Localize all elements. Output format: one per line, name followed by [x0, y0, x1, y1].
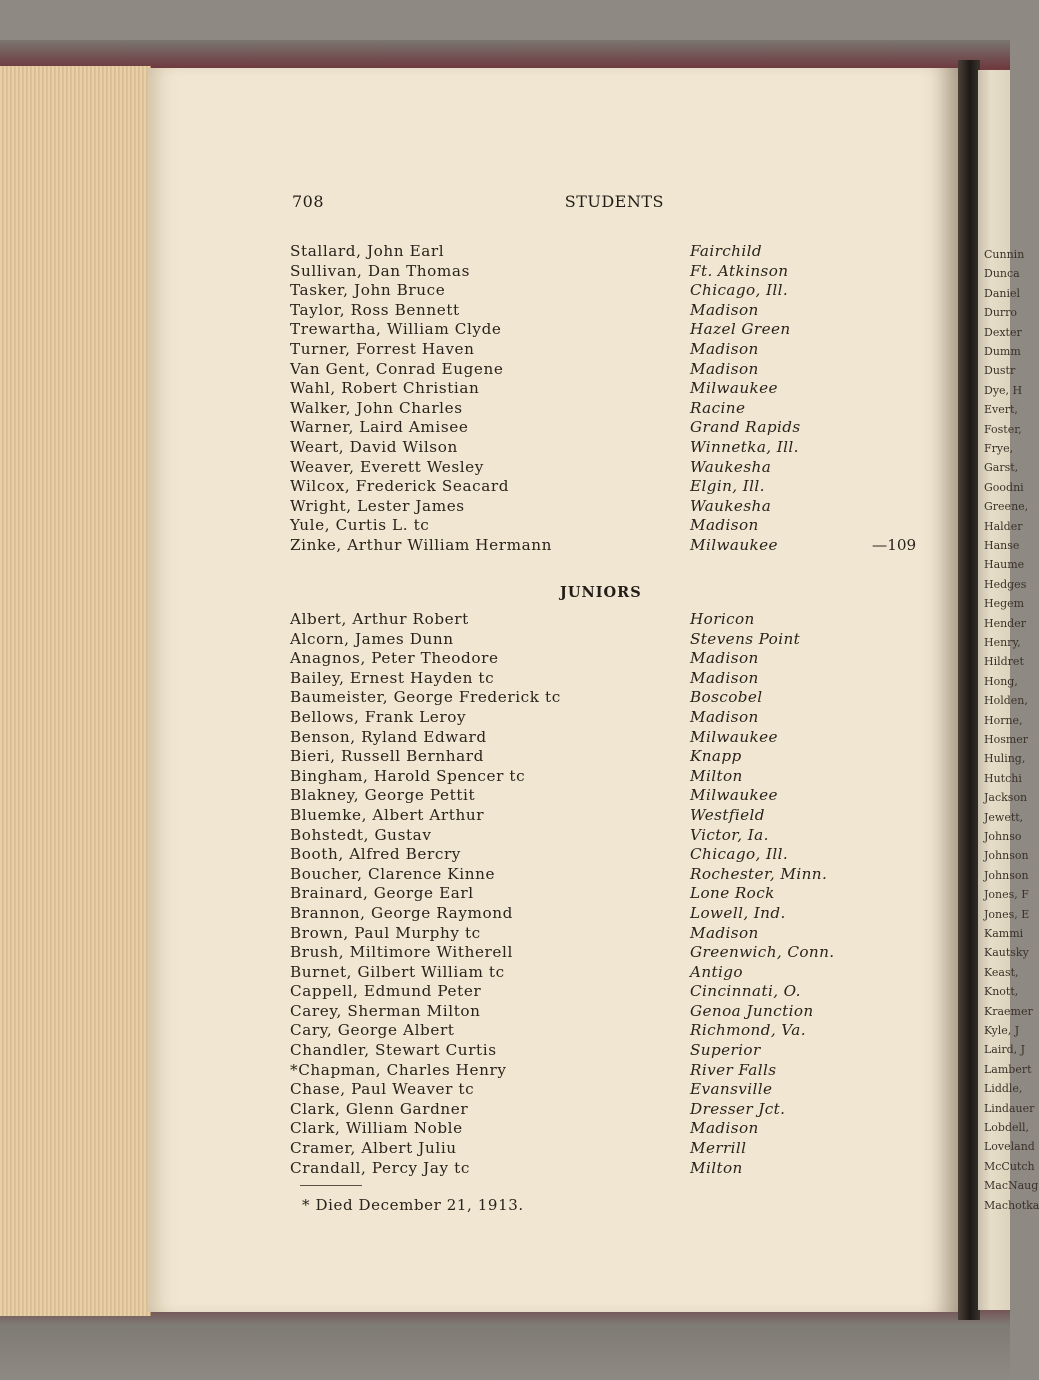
- list-item: [290, 688, 930, 708]
- book-cover-bottom: [0, 1300, 1010, 1380]
- facing-page-fragment: Dexter: [984, 325, 1022, 339]
- student-name: Anagnos, Peter Theodore: [290, 649, 499, 668]
- student-hometown: Victor, Ia.: [690, 825, 769, 844]
- student-hometown: Chicago, Ill.: [690, 281, 789, 300]
- student-name: Wright, Lester James: [290, 496, 465, 515]
- student-hometown: Chicago, Ill.: [690, 845, 789, 864]
- facing-page-fragment: Hildret: [984, 655, 1024, 669]
- student-name: Brainard, George Earl: [290, 884, 474, 903]
- student-name: Weart, David Wilson: [290, 437, 458, 456]
- list-item: [290, 904, 930, 924]
- student-name: Benson, Ryland Edward: [290, 727, 487, 746]
- facing-page-fragment: Durro: [984, 306, 1018, 320]
- list-item: [290, 963, 930, 983]
- student-name: Chandler, Stewart Curtis: [290, 1041, 497, 1060]
- facing-page-fragment: Holden,: [984, 694, 1028, 708]
- student-hometown: Waukesha: [690, 496, 772, 515]
- student-name: Boucher, Clarence Kinne: [290, 864, 496, 883]
- student-name: Crandall, Percy Jay tc: [290, 1158, 470, 1177]
- list-item: [290, 262, 930, 282]
- student-name: Bieri, Russell Bernhard: [290, 747, 484, 766]
- student-list: [290, 242, 930, 556]
- footnote-rule: [300, 1185, 362, 1186]
- list-item: [290, 786, 930, 806]
- list-item: [290, 1119, 930, 1139]
- student-hometown: Milwaukee: [690, 379, 778, 398]
- student-hometown: Madison: [690, 516, 759, 535]
- facing-page-fragment: Jewett,: [984, 810, 1024, 824]
- student-name: Wilcox, Frederick Seacard: [290, 477, 510, 496]
- facing-page-fragment: Jones, F: [984, 888, 1029, 902]
- student-name: Taylor, Ross Bennett: [290, 300, 460, 319]
- student-hometown: Fairchild: [690, 242, 763, 260]
- student-name: Brown, Paul Murphy tc: [290, 923, 481, 942]
- student-name: Baumeister, George Frederick tc: [290, 688, 561, 707]
- student-hometown: Waukesha: [690, 457, 772, 476]
- student-hometown: Madison: [690, 359, 759, 378]
- student-name: Sullivan, Dan Thomas: [290, 261, 470, 280]
- facing-page-fragment: Liddle,: [984, 1082, 1023, 1096]
- facing-page-fragment: Lindauer: [984, 1101, 1035, 1115]
- student-name: Wahl, Robert Christian: [290, 379, 480, 398]
- facing-page-fragment: Daniel: [984, 286, 1021, 300]
- list-item: [290, 418, 930, 438]
- list-item: [290, 1159, 930, 1179]
- list-item: [290, 458, 930, 478]
- student-hometown: Grand Rapids: [690, 418, 801, 437]
- student-hometown: Horicon: [690, 610, 755, 628]
- student-hometown: Milton: [690, 766, 743, 785]
- list-item: [290, 477, 930, 497]
- student-hometown: Madison: [690, 300, 759, 319]
- student-hometown: Madison: [690, 339, 759, 358]
- student-hometown: Milwaukee: [690, 786, 778, 805]
- list-item: [290, 360, 930, 380]
- facing-page-fragment: McCutch: [984, 1159, 1035, 1173]
- student-hometown: Ft. Atkinson: [690, 261, 789, 280]
- student-hometown: Greenwich, Conn.: [690, 943, 835, 962]
- facing-page-fragment: Johnson: [984, 868, 1029, 882]
- student-hometown: Evansville: [690, 1080, 773, 1099]
- section-heading-juniors: JUNIORS: [560, 584, 642, 601]
- student-name: Brannon, George Raymond: [290, 903, 513, 922]
- list-item: [290, 669, 930, 689]
- list-item: [290, 1061, 930, 1081]
- student-hometown: Lowell, Ind.: [690, 903, 786, 922]
- facing-page-fragment: Lobdell,: [984, 1121, 1030, 1134]
- student-name: Chase, Paul Weaver tc: [290, 1080, 475, 1099]
- list-item: [290, 806, 930, 826]
- student-hometown: Antigo: [690, 962, 743, 981]
- facing-page-fragment: Hender: [984, 616, 1026, 630]
- list-item: [290, 630, 930, 650]
- student-hometown: River Falls: [690, 1060, 777, 1079]
- student-hometown: Madison: [690, 1119, 759, 1138]
- student-name: Burnet, Gilbert William tc: [290, 962, 505, 981]
- student-hometown: Westfield: [690, 805, 765, 824]
- footnote: * Died December 21, 1913.: [302, 1196, 524, 1214]
- facing-page-fragment: Kyle, J: [984, 1024, 1020, 1037]
- facing-page-fragment: Evert,: [984, 403, 1018, 417]
- facing-page-fragment: Lambert: [984, 1062, 1032, 1076]
- student-name: Bluemke, Albert Arthur: [290, 805, 485, 824]
- student-hometown: Madison: [690, 649, 759, 668]
- student-name: Cramer, Albert Juliu: [290, 1139, 457, 1158]
- student-hometown: Elgin, Ill.: [690, 477, 765, 496]
- list-item: [290, 982, 930, 1002]
- list-item: [290, 1021, 930, 1041]
- page-number: 708: [292, 192, 325, 211]
- list-item: [290, 1080, 930, 1100]
- list-item: [290, 767, 930, 787]
- list-item: [290, 649, 930, 669]
- facing-page-fragment: Hanse: [984, 539, 1020, 552]
- list-item: [290, 747, 930, 767]
- student-name: Bellows, Frank Leroy: [290, 707, 467, 726]
- student-hometown: Stevens Point: [690, 629, 801, 648]
- facing-page-fragment: Machotka: [984, 1198, 1039, 1212]
- student-hometown: Madison: [690, 923, 759, 942]
- student-hometown: Racine: [690, 398, 746, 417]
- student-name: Blakney, George Pettit: [290, 786, 476, 805]
- student-name: Walker, John Charles: [290, 398, 463, 417]
- facing-page-fragment: Johnson: [984, 849, 1029, 863]
- student-name: Van Gent, Conrad Eugene: [290, 359, 504, 378]
- facing-page-fragment: Jones, E: [984, 907, 1030, 921]
- list-item: [290, 281, 930, 301]
- facing-page-fragment: Knott,: [984, 985, 1019, 999]
- student-hometown: Hazel Green: [690, 320, 791, 339]
- student-hometown: Madison: [690, 668, 759, 687]
- list-item: [290, 320, 930, 340]
- student-hometown: Richmond, Va.: [690, 1021, 806, 1040]
- student-name: Cappell, Edmund Peter: [290, 982, 482, 1001]
- facing-page-fragment: Frye,: [984, 442, 1014, 455]
- list-item: [290, 438, 930, 458]
- facing-page-fragment: MacNaug: [984, 1179, 1039, 1193]
- list-item: [290, 1100, 930, 1120]
- student-name: Yule, Curtis L. tc: [290, 516, 430, 535]
- list-item: [290, 845, 930, 865]
- list-item: [290, 340, 930, 360]
- list-item: [290, 1002, 930, 1022]
- facing-page-fragment: Goodni: [984, 480, 1024, 494]
- student-name: Clark, Glenn Gardner: [290, 1099, 469, 1118]
- page-edges: [0, 66, 151, 1316]
- student-name: Bohstedt, Gustav: [290, 825, 432, 844]
- student-hometown: Cincinnati, O.: [690, 982, 801, 1001]
- facing-page-fragment: Foster,: [984, 422, 1022, 436]
- facing-page-fragment: Garst,: [984, 461, 1019, 475]
- facing-page-fragment: Halder: [984, 519, 1023, 533]
- student-hometown: Genoa Junction: [690, 1001, 814, 1020]
- student-name: Turner, Forrest Haven: [290, 339, 475, 358]
- student-name: Bailey, Ernest Hayden tc: [290, 668, 495, 687]
- facing-page-fragment: Horne,: [984, 713, 1023, 727]
- student-name: Weaver, Everett Wesley: [290, 457, 484, 476]
- juniors-list: [290, 610, 930, 1178]
- facing-page-fragment: Hegem: [984, 597, 1025, 611]
- facing-page-fragment: Laird, J: [984, 1043, 1026, 1057]
- list-item: [290, 301, 930, 321]
- list-item: [290, 379, 930, 399]
- list-item: [290, 610, 930, 630]
- student-hometown: Boscobel: [690, 688, 763, 707]
- facing-page-fragment: Hedges: [984, 577, 1027, 591]
- facing-page-fragment: Hutchi: [984, 771, 1022, 785]
- facing-page-fragment: Dunca: [984, 267, 1020, 281]
- list-item: [290, 1041, 930, 1061]
- facing-page-fragment: Henry,: [984, 636, 1021, 649]
- student-hometown: Knapp: [690, 747, 742, 766]
- page-title: STUDENTS: [564, 192, 664, 211]
- student-name: Albert, Arthur Robert: [290, 610, 469, 628]
- facing-page-fragment: Dumm: [984, 345, 1021, 358]
- list-item: [290, 826, 930, 846]
- list-item: [290, 536, 930, 556]
- student-hometown: Dresser Jct.: [690, 1099, 786, 1118]
- facing-page-fragment: Jackson: [984, 791, 1028, 805]
- student-hometown: Winnetka, Ill.: [690, 437, 799, 456]
- facing-page-edge: [978, 70, 1039, 1310]
- student-hometown: Superior: [690, 1041, 761, 1060]
- student-name: Stallard, John Earl: [290, 242, 445, 260]
- facing-page-fragment: Cunnin: [984, 248, 1025, 261]
- student-name: Tasker, John Bruce: [290, 281, 446, 300]
- list-item: [290, 242, 930, 262]
- student-hometown: Merrill: [690, 1139, 747, 1158]
- count-note: —109: [872, 535, 917, 554]
- student-hometown: Milton: [690, 1158, 743, 1177]
- student-hometown: Madison: [690, 707, 759, 726]
- student-name: Cary, George Albert: [290, 1021, 455, 1040]
- facing-page-fragment: Kraemer: [984, 1004, 1033, 1018]
- student-name: Carey, Sherman Milton: [290, 1001, 481, 1020]
- facing-page-fragment: Hong,: [984, 674, 1018, 688]
- facing-page-fragment: Johnso: [984, 830, 1022, 843]
- student-hometown: Rochester, Minn.: [690, 864, 828, 883]
- student-name: Booth, Alfred Bercry: [290, 845, 461, 864]
- list-item: [290, 1139, 930, 1159]
- list-item: [290, 865, 930, 885]
- list-item: [290, 943, 930, 963]
- list-item: [290, 708, 930, 728]
- facing-page-fragment: Huling,: [984, 752, 1026, 766]
- list-item: [290, 728, 930, 748]
- facing-page-fragment: Greene,: [984, 500, 1029, 514]
- list-item: [290, 884, 930, 904]
- running-head: [292, 192, 664, 211]
- facing-page-fragment: Loveland: [984, 1140, 1035, 1154]
- student-name: Trewartha, William Clyde: [290, 320, 502, 339]
- facing-page-fragment: Haume: [984, 558, 1025, 572]
- student-name: *Chapman, Charles Henry: [290, 1060, 507, 1079]
- student-hometown: Milwaukee: [690, 535, 778, 554]
- student-name: Brush, Miltimore Witherell: [290, 943, 513, 962]
- facing-page-fragment: Kammi: [984, 927, 1024, 940]
- book-gutter: [958, 60, 980, 1320]
- student-name: Bingham, Harold Spencer tc: [290, 766, 526, 785]
- student-hometown: Lone Rock: [690, 884, 775, 903]
- facing-page-fragment: Dustr: [984, 364, 1016, 378]
- student-name: Clark, William Noble: [290, 1119, 463, 1138]
- list-item: [290, 924, 930, 944]
- facing-page-fragment: Hosmer: [984, 733, 1029, 746]
- facing-page-fragment: Keast,: [984, 965, 1019, 979]
- student-name: Zinke, Arthur William Hermann: [290, 535, 552, 554]
- list-item: [290, 399, 930, 419]
- facing-page-fragment: Kautsky: [984, 946, 1029, 960]
- list-item: [290, 497, 930, 517]
- list-item: [290, 516, 930, 536]
- facing-page-fragment: Dye, H: [984, 383, 1023, 397]
- student-hometown: Milwaukee: [690, 727, 778, 746]
- student-name: Alcorn, James Dunn: [290, 629, 454, 648]
- student-name: Warner, Laird Amisee: [290, 418, 469, 437]
